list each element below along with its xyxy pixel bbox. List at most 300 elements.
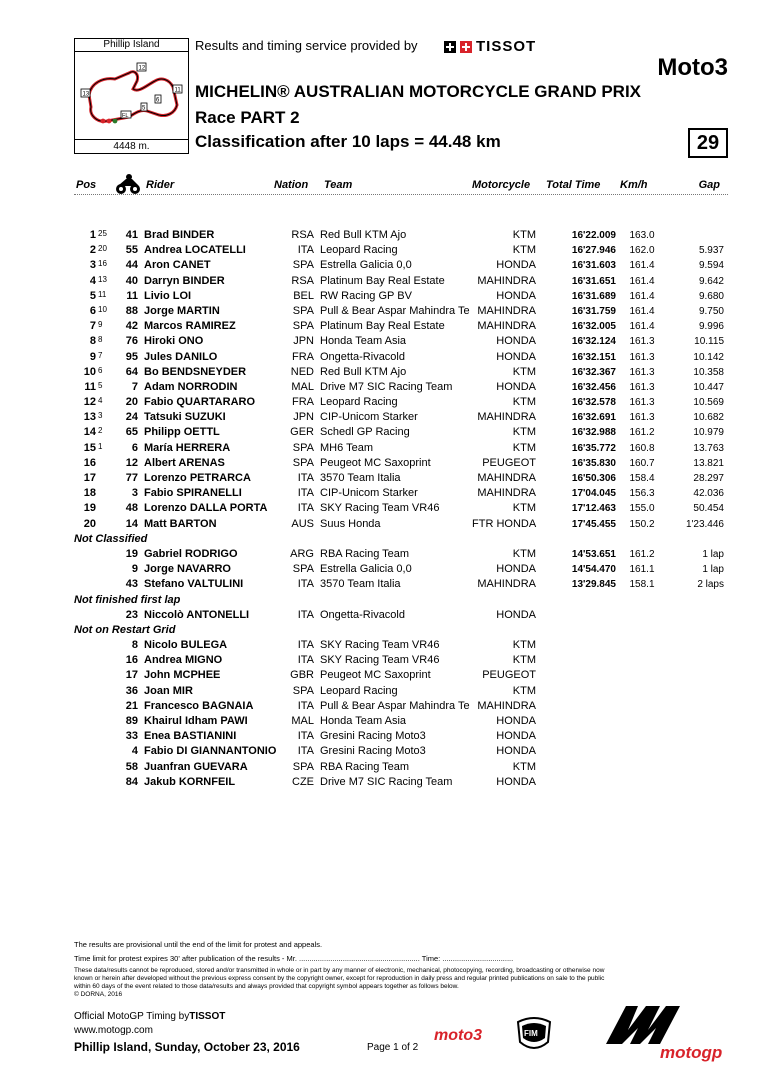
- position: 14: [83, 426, 96, 439]
- rider-number: 89: [125, 715, 138, 727]
- nation: AUS: [291, 517, 314, 530]
- position: 8: [89, 335, 96, 348]
- grid-position: 6: [98, 365, 103, 375]
- motorcycle: FTR HONDA: [472, 517, 537, 530]
- gap: 10.142: [693, 351, 724, 363]
- total-time: 16'27.946: [571, 245, 616, 257]
- team-name: Leopard Racing: [320, 684, 398, 697]
- col-total-time: Total Time: [546, 179, 601, 191]
- grid-position: 10: [98, 304, 107, 314]
- team-name: SKY Racing Team VR46: [320, 654, 440, 667]
- table-row: [74, 699, 728, 714]
- motorcycle: KTM: [512, 441, 536, 454]
- grid-position: 4: [98, 396, 103, 406]
- table-row: [74, 350, 728, 365]
- speed-kmh: 160.7: [629, 457, 655, 469]
- motorcycle: HONDA: [496, 350, 536, 363]
- corner-label-5: 5: [142, 105, 146, 112]
- rider-name: Adam NORRODIN: [144, 380, 238, 393]
- rider-name: Bo BENDSNEYDER: [144, 365, 247, 378]
- grid-position: 2: [98, 426, 103, 436]
- svg-text:motogp: motogp: [660, 1043, 723, 1062]
- total-time: 16'32.367: [571, 366, 616, 378]
- table-row: [74, 274, 728, 289]
- grid-position: 16: [98, 259, 107, 269]
- speed-kmh: 150.2: [629, 518, 655, 530]
- copyright-line-4: © DORNA, 2016: [74, 991, 123, 998]
- gap: 50.454: [693, 503, 724, 515]
- nation: RSA: [291, 229, 314, 241]
- rider-name: Andrea MIGNO: [144, 654, 223, 667]
- nation: NED: [290, 365, 314, 378]
- position: 18: [83, 487, 96, 500]
- rider-number: 7: [131, 380, 138, 393]
- tissot-logo: [444, 40, 536, 54]
- team-name: MH6 Team: [320, 441, 373, 454]
- nation: ITA: [297, 745, 314, 758]
- total-time: 16'32.578: [571, 397, 616, 409]
- provisional-note: The results are provisional until the end of the limit for protest and appeals.: [74, 940, 323, 949]
- team-name: Peugeot MC Saxoprint: [320, 456, 431, 469]
- footer-page-number: Page 1 of 2: [367, 1042, 419, 1053]
- team-name: RW Racing GP BV: [320, 289, 412, 302]
- position: 4: [89, 274, 96, 287]
- table-row: [74, 243, 728, 258]
- motorcycle: KTM: [512, 639, 536, 652]
- table-row: [74, 486, 728, 501]
- column-header-row: [74, 173, 728, 195]
- speed-kmh: 161.3: [629, 336, 655, 348]
- motorcycle: PEUGEOT: [482, 669, 536, 682]
- team-name: Suus Honda: [320, 517, 381, 530]
- table-row: [74, 714, 728, 729]
- motorcycle: KTM: [512, 244, 536, 257]
- speed-kmh: 162.0: [629, 245, 655, 257]
- nation: ITA: [297, 639, 314, 652]
- speed-kmh: 160.8: [629, 442, 655, 454]
- rider-name: Matt BARTON: [144, 517, 217, 530]
- motorcycle: MAHINDRA: [477, 274, 536, 287]
- rider-name: Philipp OETTL: [144, 426, 220, 439]
- table-row: [74, 228, 728, 243]
- rider-number: 6: [131, 441, 138, 454]
- rider-name: Francesco BAGNAIA: [144, 699, 254, 712]
- speed-kmh: 161.2: [629, 548, 655, 560]
- team-name: SKY Racing Team VR46: [320, 639, 440, 652]
- motorcycle: HONDA: [496, 775, 536, 788]
- gap: 9.642: [698, 275, 724, 287]
- table-row: [74, 319, 728, 334]
- position: 12: [83, 396, 96, 409]
- rider-name: John MCPHEE: [144, 669, 221, 682]
- motorcycle: HONDA: [496, 563, 536, 576]
- grid-position: 8: [98, 335, 103, 345]
- nation: SPA: [292, 563, 314, 576]
- rider-number: 77: [125, 472, 138, 484]
- rider-number: 44: [125, 259, 138, 272]
- rider-number: 17: [125, 669, 138, 682]
- total-time: 17'12.463: [571, 503, 616, 515]
- rider-number: 4: [131, 745, 138, 758]
- motorcycle: MAHINDRA: [477, 487, 536, 500]
- position: 7: [89, 320, 96, 333]
- copyright-line-2: known or herein after developed without the previous express consent by the copyright owner, except for reproduction in daily press and regular printed publications on sale to the public: [74, 975, 605, 982]
- rider-number: 21: [125, 699, 138, 712]
- team-name: Gresini Racing Moto3: [320, 730, 426, 743]
- rider-number: 11: [126, 289, 138, 302]
- total-time: 16'31.603: [571, 260, 616, 272]
- rider-name: Brad BINDER: [144, 229, 215, 241]
- motorcycle: KTM: [512, 365, 536, 378]
- table-row: [74, 729, 728, 744]
- section-not-finished-first-lap: Not finished first lap: [74, 593, 181, 606]
- position: 20: [83, 517, 96, 530]
- team-name: Drive M7 SIC Racing Team: [320, 775, 453, 788]
- total-time: 17'45.455: [571, 518, 616, 530]
- team-name: CIP-Unicom Starker: [320, 411, 418, 424]
- team-name: Estrella Galicia 0,0: [320, 259, 412, 272]
- gap: 9.680: [698, 290, 724, 302]
- speed-kmh: 161.3: [629, 381, 655, 393]
- gap: 42.036: [693, 488, 724, 500]
- rider-name: Fabio SPIRANELLI: [144, 487, 242, 500]
- rider-number: 23: [125, 608, 138, 621]
- gap: 1 lap: [702, 564, 724, 576]
- team-name: Honda Team Asia: [320, 715, 407, 727]
- grid-position: 25: [98, 229, 107, 238]
- corner-label-13: 13: [82, 91, 90, 98]
- rider-name: Jorge MARTIN: [144, 304, 220, 317]
- motogp-logo: [598, 1000, 738, 1066]
- track-name: Phillip Island: [75, 39, 188, 52]
- total-time: 16'32.988: [571, 427, 616, 439]
- gap: 9.594: [698, 260, 724, 272]
- motorcycle: MAHINDRA: [477, 320, 536, 333]
- session-title: Race PART 2: [195, 108, 300, 127]
- corner-label-6: 6: [156, 97, 160, 104]
- official-timing-brand: TISSOT: [189, 1011, 226, 1022]
- rider-name: Marcos RAMIREZ: [144, 320, 236, 333]
- motorcycle: HONDA: [496, 380, 536, 393]
- motorcycle: MAHINDRA: [477, 304, 536, 317]
- nation: RSA: [291, 274, 314, 287]
- gap: 13.763: [693, 442, 724, 454]
- nation: SPA: [292, 456, 314, 469]
- col-nation: Nation: [274, 179, 309, 191]
- motorcycle-icon: [114, 173, 142, 195]
- nation: SPA: [292, 760, 314, 773]
- gap: 9.996: [698, 321, 724, 333]
- table-row: [74, 577, 728, 592]
- motorcycle: HONDA: [496, 608, 536, 621]
- col-motorcycle: Motorcycle: [472, 179, 531, 191]
- nation: ITA: [297, 502, 314, 515]
- rider-number: 88: [125, 304, 138, 317]
- total-time: 17'04.045: [571, 488, 616, 500]
- team-name: SKY Racing Team VR46: [320, 502, 440, 515]
- position: 17: [83, 472, 96, 484]
- rider-name: María HERRERA: [144, 441, 231, 454]
- motorcycle: KTM: [512, 396, 536, 409]
- provided-by-text: Results and timing service provided by: [195, 38, 418, 53]
- speed-kmh: 158.1: [629, 579, 655, 591]
- position: 16: [83, 456, 96, 469]
- rider-number: 95: [125, 350, 138, 363]
- nation: SPA: [292, 320, 314, 333]
- team-name: RBA Racing Team: [320, 547, 410, 560]
- section-not-on-restart-grid: Not on Restart Grid: [74, 623, 176, 636]
- event-title: MICHELIN® AUSTRALIAN MOTORCYCLE GRAND PRIX: [195, 82, 642, 101]
- rider-name: Jules DANILO: [144, 350, 218, 363]
- table-row: [74, 547, 728, 562]
- speed-kmh: 158.4: [629, 473, 655, 484]
- position: 15: [83, 441, 96, 454]
- rider-name: Lorenzo PETRARCA: [144, 472, 251, 484]
- results-table: [74, 228, 728, 790]
- motorcycle: KTM: [512, 684, 536, 697]
- website-link[interactable]: www.motogp.com: [74, 1025, 153, 1036]
- tissot-swiss-cross-icon: [460, 41, 472, 53]
- rider-name: Andrea LOCATELLI: [144, 244, 246, 257]
- speed-kmh: 161.4: [629, 260, 655, 272]
- motorcycle: HONDA: [496, 289, 536, 302]
- position: 13: [83, 411, 96, 424]
- motorcycle: HONDA: [496, 745, 536, 758]
- nation: ITA: [297, 472, 314, 484]
- tissot-cross-icon: [444, 41, 456, 53]
- nation: MAL: [291, 380, 314, 393]
- rider-name: Nicolo BULEGA: [144, 639, 228, 652]
- speed-kmh: 161.3: [629, 412, 655, 424]
- motorcycle: MAHINDRA: [477, 472, 536, 484]
- speed-kmh: 155.0: [629, 503, 655, 515]
- grid-position: 13: [98, 274, 107, 284]
- nation: JPN: [293, 335, 314, 348]
- rider-name: Aron CANET: [144, 259, 211, 272]
- rider-name: Niccolò ANTONELLI: [144, 608, 250, 621]
- nation: CZE: [292, 775, 314, 788]
- position: 1: [89, 229, 96, 241]
- rider-name: Fabio QUARTARARO: [144, 396, 256, 409]
- track-box: [74, 38, 189, 154]
- total-time: 16'22.009: [571, 230, 616, 241]
- nation: ITA: [297, 699, 314, 712]
- grid-position: 3: [98, 411, 103, 421]
- team-name: Schedl GP Racing: [320, 426, 410, 439]
- col-gap: Gap: [698, 179, 720, 191]
- total-time: 14'54.470: [571, 564, 616, 576]
- speed-kmh: 161.4: [629, 321, 655, 333]
- rider-name: Albert ARENAS: [144, 456, 225, 469]
- classification-title: Classification after 10 laps = 44.48 km: [195, 132, 501, 151]
- motorcycle: KTM: [512, 502, 536, 515]
- footer-place-date: Phillip Island, Sunday, October 23, 2016: [74, 1040, 300, 1054]
- total-time: 14'53.651: [571, 548, 616, 560]
- nation: BEL: [293, 289, 314, 302]
- motorcycle: MAHINDRA: [477, 699, 536, 712]
- rider-name: Khairul Idham PAWI: [144, 715, 248, 727]
- table-row: [74, 501, 728, 516]
- total-time: 16'32.456: [571, 381, 616, 393]
- nation: ITA: [297, 654, 314, 667]
- rider-name: Livio LOI: [144, 289, 192, 302]
- team-name: Leopard Racing: [320, 396, 398, 409]
- table-row: [74, 562, 728, 577]
- table-row: [74, 668, 728, 683]
- table-row: [74, 365, 728, 380]
- grid-position: 9: [98, 320, 103, 330]
- team-name: RBA Racing Team: [320, 760, 410, 773]
- table-row: [74, 334, 728, 349]
- nation: MAL: [291, 715, 314, 727]
- table-row: [74, 471, 728, 486]
- table-row: [74, 608, 728, 623]
- position: 2: [89, 244, 96, 257]
- table-row: [74, 517, 728, 532]
- position: 3: [89, 259, 96, 272]
- nation: FRA: [292, 396, 314, 409]
- rider-number: 24: [125, 411, 138, 424]
- nation: GER: [290, 426, 314, 439]
- total-time: 16'31.651: [571, 275, 616, 287]
- team-name: Platinum Bay Real Estate: [320, 274, 445, 287]
- rider-name: Tatsuki SUZUKI: [144, 411, 226, 424]
- total-time: 16'31.689: [571, 290, 616, 302]
- col-team: Team: [324, 179, 353, 191]
- nation: ITA: [297, 244, 314, 257]
- finish-line-label: FL: [122, 113, 129, 119]
- nation: SPA: [292, 259, 314, 272]
- total-time: 16'32.691: [571, 412, 616, 424]
- rider-number: 9: [131, 563, 138, 576]
- gap: 10.358: [693, 366, 724, 378]
- table-row: [74, 380, 728, 395]
- nation: JPN: [293, 411, 314, 424]
- grid-position: 20: [98, 244, 107, 254]
- svg-text:moto3: moto3: [434, 1027, 482, 1044]
- nation: GBR: [290, 669, 314, 682]
- speed-kmh: 161.3: [629, 351, 655, 363]
- category-title: Moto3: [657, 54, 728, 81]
- gap: 10.979: [693, 427, 724, 439]
- motorcycle: HONDA: [496, 730, 536, 743]
- motorcycle: KTM: [512, 654, 536, 667]
- table-row: [74, 456, 728, 471]
- nation: ARG: [290, 547, 314, 560]
- table-row: [74, 653, 728, 668]
- motorcycle: MAHINDRA: [477, 411, 536, 424]
- speed-kmh: 161.3: [629, 366, 655, 378]
- position: 19: [83, 502, 96, 515]
- team-name: 3570 Team Italia: [320, 578, 401, 591]
- rider-number: 36: [125, 684, 138, 697]
- rider-number: 41: [125, 229, 138, 241]
- tissot-wordmark: TISSOT: [476, 38, 537, 55]
- rider-number: 43: [125, 578, 138, 591]
- official-timing-text: Official MotoGP Timing by: [74, 1011, 190, 1022]
- table-row: [74, 258, 728, 273]
- rider-number: 16: [125, 654, 138, 667]
- speed-kmh: 161.1: [629, 564, 655, 576]
- corner-label-11: 11: [174, 87, 181, 94]
- rider-number: 8: [131, 639, 138, 652]
- table-row: [74, 775, 728, 790]
- gap: 28.297: [693, 473, 724, 484]
- gap: 9.750: [698, 305, 724, 317]
- team-name: Pull & Bear Aspar Mahindra Te: [320, 304, 470, 317]
- total-time: 16'31.759: [571, 305, 616, 317]
- motorcycle: KTM: [512, 229, 536, 241]
- rider-number: 58: [125, 760, 138, 773]
- rider-name: Juanfran GUEVARA: [144, 760, 248, 773]
- team-name: Red Bull KTM Ajo: [320, 229, 407, 241]
- speed-kmh: 161.4: [629, 305, 655, 317]
- speed-kmh: 161.4: [629, 290, 655, 302]
- header-divider: [74, 194, 728, 195]
- nation: SPA: [292, 304, 314, 317]
- moto3-logo: [432, 1024, 496, 1044]
- nation: ITA: [297, 487, 314, 500]
- rider-name: Jorge NAVARRO: [144, 563, 231, 576]
- speed-kmh: 161.3: [629, 397, 655, 409]
- speed-kmh: 161.4: [629, 275, 655, 287]
- gap: 10.682: [693, 412, 724, 424]
- team-name: Estrella Galicia 0,0: [320, 563, 412, 576]
- rider-number: 48: [125, 502, 138, 515]
- rider-name: Darryn BINDER: [144, 274, 225, 287]
- motorcycle: KTM: [512, 547, 536, 560]
- rider-number: 33: [125, 730, 138, 743]
- position: 5: [89, 289, 96, 302]
- rider-name: Stefano VALTULINI: [144, 578, 244, 591]
- total-time: 16'35.772: [571, 442, 616, 454]
- rider-number: 42: [125, 320, 138, 333]
- nation: SPA: [292, 441, 314, 454]
- rider-name: Lorenzo DALLA PORTA: [144, 502, 268, 515]
- motorcycle: HONDA: [496, 715, 536, 727]
- rider-name: Hiroki ONO: [144, 335, 204, 348]
- team-name: Drive M7 SIC Racing Team: [320, 380, 453, 393]
- rider-number: 12: [125, 456, 138, 469]
- team-name: Platinum Bay Real Estate: [320, 320, 445, 333]
- motorcycle: KTM: [512, 760, 536, 773]
- motorcycle: HONDA: [496, 335, 536, 348]
- rider-name: Jakub KORNFEIL: [144, 775, 236, 788]
- track-map-icon: [77, 55, 187, 137]
- rider-name: Enea BASTIANINI: [144, 730, 237, 743]
- rider-number: 65: [125, 426, 138, 439]
- table-row: [74, 425, 728, 440]
- speed-kmh: 161.2: [629, 427, 655, 439]
- rider-number: 14: [125, 517, 138, 530]
- nation: FRA: [292, 350, 314, 363]
- rider-number: 55: [125, 244, 138, 257]
- motorcycle: MAHINDRA: [477, 578, 536, 591]
- position: 9: [89, 350, 96, 363]
- gap: 1 lap: [702, 548, 724, 560]
- team-name: Leopard Racing: [320, 244, 398, 257]
- position: 11: [84, 380, 96, 393]
- col-rider: Rider: [146, 179, 175, 191]
- official-timing: [74, 1011, 225, 1023]
- gap: 10.115: [694, 336, 724, 348]
- gap: 13.821: [693, 457, 724, 469]
- table-row: [74, 304, 728, 319]
- total-time: 16'32.005: [571, 321, 616, 333]
- table-row: [74, 289, 728, 304]
- total-time: 16'50.306: [571, 473, 616, 484]
- team-name: Ongetta-Rivacold: [320, 350, 405, 363]
